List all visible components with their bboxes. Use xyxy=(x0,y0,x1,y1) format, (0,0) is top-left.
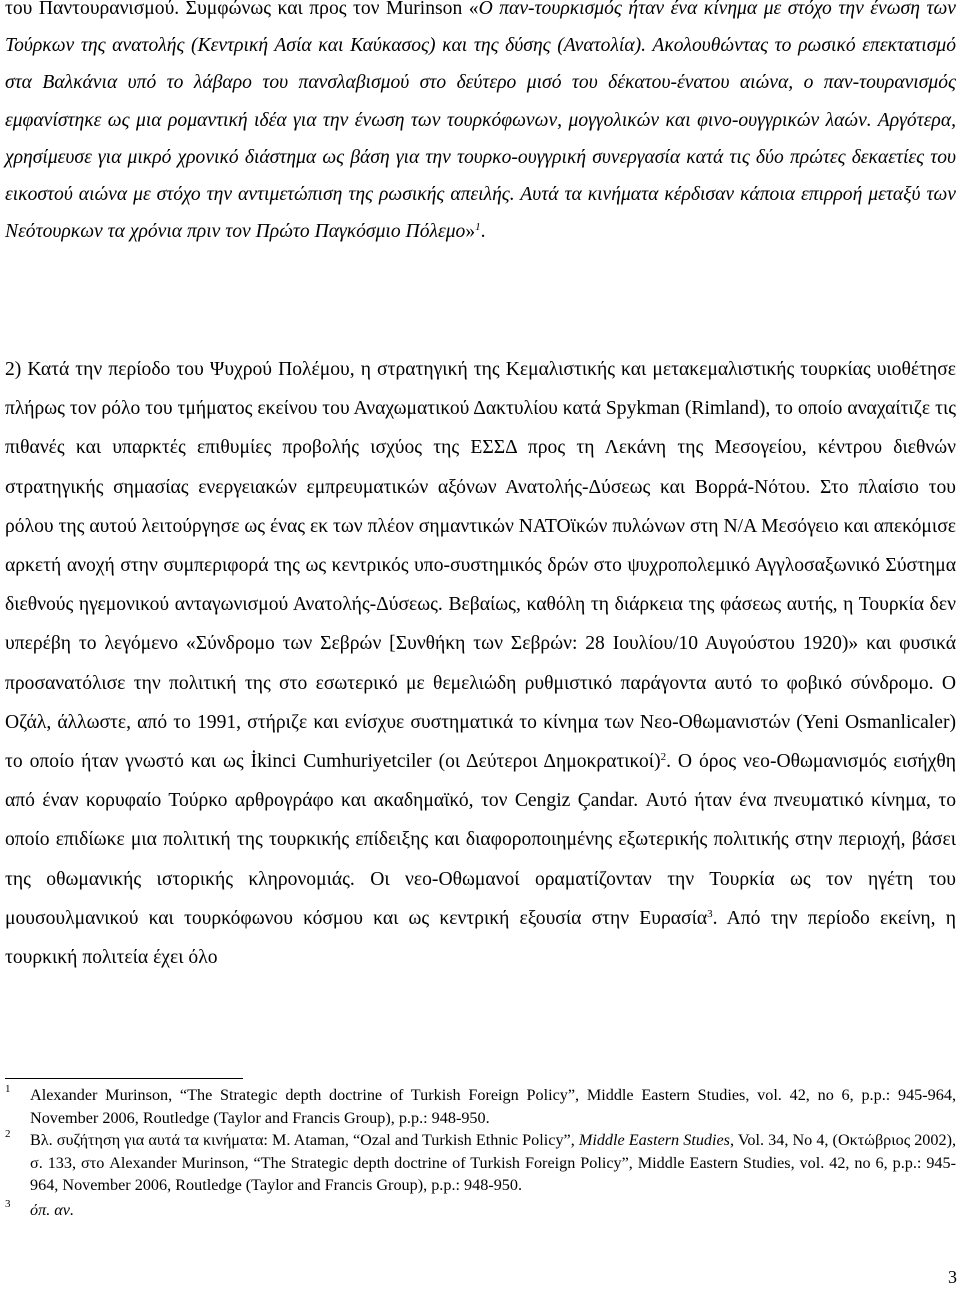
footnote-ref-3: 3 xyxy=(707,907,713,920)
footnote-3-text: όπ. αν. xyxy=(30,1200,75,1219)
italic-quote-paragraph xyxy=(5,0,956,250)
page-number: 3 xyxy=(948,1267,957,1287)
footnote-3-number: 3 xyxy=(5,1197,11,1210)
footnote-1 xyxy=(5,1084,956,1129)
main-paragraph xyxy=(5,350,956,977)
footnote-2 xyxy=(5,1129,956,1197)
footnote-ref-2: 2 xyxy=(660,751,667,764)
closing-quote-mark: » xyxy=(465,221,476,243)
quote-intro-text: του Παντουρανισμού. Συμφώνως και προς τον Murinson « xyxy=(5,0,479,19)
footnote-2-text-end: , Vol. 34, No 4, (Οκτώβριος 2002), σ. 133, στο Alexander Murinson, “The Strategic depth doctrine of Turkish Foreign Policy”, Middle Eastern Studies, vol. 42, no 6, p.p.: 945-964, November 2006, Routledge (Taylor and Francis Group), p.p.: 948-950. xyxy=(30,1131,957,1195)
main-paragraph-text-part3: . Από την περίοδο εκείνη, η τουρκική πολιτεία έχει όλο xyxy=(5,907,956,969)
footnote-1-number: 1 xyxy=(5,1083,11,1095)
footnotes-section xyxy=(5,1084,956,1222)
footnote-separator xyxy=(5,1078,243,1079)
footnote-ref-1: 1 xyxy=(475,221,481,234)
footnote-1-text: Alexander Murinson, “The Strategic depth doctrine of Turkish Foreign Policy”, Middle Eastern Studies, vol. 42, no 6, p.p.: 945-964, November 2006, Routledge (Taylor and Francis Group), p.p.: 948-950. xyxy=(30,1086,956,1127)
footnote-2-journal-title: Middle Eastern Studies xyxy=(578,1131,730,1150)
main-paragraph-text-part1: 2) Κατά την περίοδο του Ψυχρού Πολέμου, η στρατηγική της Κεμαλιστικής και μετακεμαλιστικής τουρκίας υιοθέτησε πλήρως τον ρόλο του τμήματος εκείνου του Αναχωματικού Δακτυλίου κατά Spykman (Rimland), το οποίο αναχαίτιζε τις πιθανές και υπαρκτές επιθυμίες προβολής ισχύος της ΕΣΣΔ προς τη Λεκάνη της Μεσογείου, κέντρου διεθνών στρατηγικής σημασίας ενεργειακών εμπρευματικών αξόνων Ανατολής-Δύσεως και Βορρά-Νότου. Στο πλαίσιο του ρόλου της αυτού λειτούργησε ως ένας εκ των πλέον σημαντικών ΝΑΤΟϊκών πυλώνων στη Ν/Α Μεσόγειο και απεκόμισε αρκετή ανοχή στην συμπεριφορά της ως κεντρικός υπο-συστημικός δρών στο ψυχροπολεμικό Αγγλοσαξωνικό Σύστημα διεθνούς ηγεμονικού ανταγωνισμού Ανατολής-Δύσεως. Βεβαίως, καθόλη τη διάρκεια της φάσεως αυτής, η Τουρκία δεν υπερέβη το λεγόμενο «Σύνδρομο των Σεβρών [Συνθήκη των Σεβρών: 28 Ιουλίου/10 Αυγούστου 1920)» και φυσικά προσανατόλισε την πολιτική της στο εσωτερικό με θεμελιώδη ρυθμιστικό παράγοντα αυτό το φοβικό σύνδρομο. Ο Οζάλ, άλλωστε, από το 1991, στήριζε και ενίσχυε συστηματικά το κίνημα των Νεο-Οθωμανιστών (Yeni Osmanlicaler) το οποίο ήταν γνωστό και ως İkinci Cumhuriyetciler (οι Δεύτεροι Δημοκρατικοί) xyxy=(5,359,956,773)
footnote-2-text-start: Βλ. συζήτηση για αυτά τα κινήματα: M. Ataman, “Ozal and Turkish Ethnic Policy”, xyxy=(30,1131,579,1150)
main-paragraph-text-part2: . Ο όρος νεο-Οθωμανισμός εισήχθη από έναν κορυφαίο Τούρκο αρθρογράφο και ακαδημαϊκό, τον Cengiz Çandar. Αυτό ήταν ένα πνευματικό κίνημα, το οποίο επιδίωκε μια πολιτική της τουρκικής επίδειξης και διαφοροποιημένης εξωτερικής πολιτικής στην περιοχή, βάσει της οθωμανικής ιστορικής κληρονομιάς. Οι νεο-Οθωμανοί οραματίζονταν την Τουρκία ως τον ηγέτη του μουσουλμανικού και τουρκόφωνου κόσμου και ως κεντρική εξουσία στην Ευρασία xyxy=(5,751,956,929)
footnote-3 xyxy=(5,1199,956,1222)
footnote-2-number: 2 xyxy=(5,1128,11,1141)
murinson-quote-text: Ο παν-τουρκισμός ήταν ένα κίνημα με στόχο την ένωση των Τούρκων της ανατολής (Κεντρική Ασία και Καύκασος) και της δύσης (Ανατολία). Ακολουθώντας το ρωσικό επεκτατισμό στα Βαλκάνια υπό το λάβαρο του πανσλαβισμού στο δεύτερο μισό του δέκατου-ένατου αιώνα, ο παν-τουρανισμός εμφανίστηκε ως μια ρομαντική ιδέα για την ένωση των τουρκόφωνων, μογγολικών και φινο-ουγγρικών λαών. Αργότερα, χρησίμευσε για μικρό χρονικό διάστημα ως βάση για την τουρκο-ουγγρική συνεργασία κατά τις δύο πρώτες δεκαετίες του εικοστού αιώνα με στόχο την αντιμετώπιση της ρωσικής απειλής. Αυτά τα κινήματα κέρδισαν κάποια επιρροή μεταξύ των Νεότουρκων τα χρόνια πριν τον Πρώτο Παγκόσμιο Πόλεμο xyxy=(5,0,956,243)
quote-end-period: . xyxy=(480,221,486,243)
